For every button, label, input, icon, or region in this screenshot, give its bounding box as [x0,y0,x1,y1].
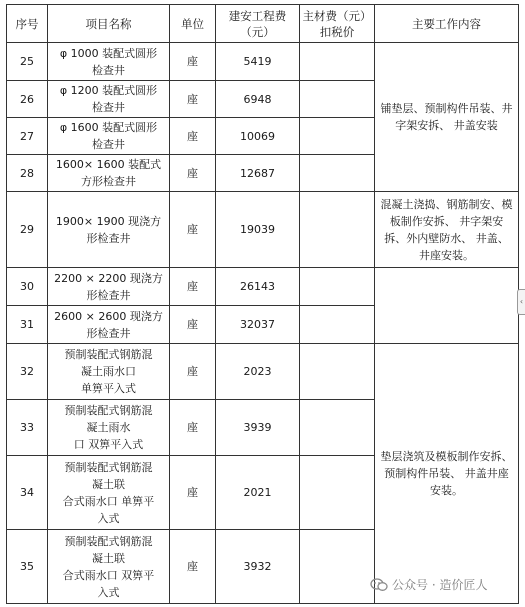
row-name: 预制装配式钢筋混 凝土雨水 口 双箅平入式 [48,400,170,456]
row-cost: 3939 [216,400,300,456]
row-cost: 32037 [216,306,300,344]
row-seq: 33 [7,400,48,456]
watermark-text: 公众号 · 造价匠人 [392,578,488,592]
col-header-name: 项目名称 [48,5,170,43]
row-cost: 12687 [216,155,300,192]
row-unit: 座 [170,268,216,306]
row-material [300,530,375,604]
row-cost: 6948 [216,81,300,118]
row-name: 2200 × 2200 现浇方 形检查井 [48,268,170,306]
row-seq: 28 [7,155,48,192]
row-unit: 座 [170,43,216,81]
cost-table [6,4,519,604]
chevron-left-icon: ‹ [519,297,524,306]
col-header-material: 主材费（元）扣税价 [300,5,375,43]
row-name: 预制装配式钢筋混 凝土联 合式雨水口 单箅平 入式 [48,456,170,530]
row-name: 2600 × 2600 现浇方 形检查井 [48,306,170,344]
row-unit: 座 [170,81,216,118]
row-material [300,43,375,81]
row-unit: 座 [170,530,216,604]
table-row [7,268,519,306]
row-material [300,192,375,268]
work-content-group-3 [375,268,519,344]
row-name: 预制装配式钢筋混 凝土联 合式雨水口 双箅平 入式 [48,530,170,604]
row-unit: 座 [170,155,216,192]
work-content-group-2: 混凝土浇捣、钢筋制安、模板制作安拆、 井字架安拆、外内壁防水、 井盖、 井座安装。 [375,192,519,268]
table-row [7,43,519,81]
col-header-seq: 序号 [7,5,48,43]
row-cost: 2021 [216,456,300,530]
col-header-cost: 建安工程费（元） [216,5,300,43]
side-scroll-tab[interactable] [517,289,525,315]
row-cost: 26143 [216,268,300,306]
row-unit: 座 [170,456,216,530]
row-name: φ 1000 装配式圆形 检查井 [48,43,170,81]
row-unit: 座 [170,192,216,268]
row-seq: 25 [7,43,48,81]
row-material [300,81,375,118]
row-material [300,456,375,530]
work-content-group-4: 垫层浇筑及模板制作安拆、预制构件吊装、 井盖井座安装。 [375,344,519,604]
row-material [300,268,375,306]
row-material [300,344,375,400]
table-header-row [7,5,519,43]
row-seq: 34 [7,456,48,530]
col-header-unit: 单位 [170,5,216,43]
row-material [300,400,375,456]
row-cost: 5419 [216,43,300,81]
row-name: 1600× 1600 装配式 方形检查井 [48,155,170,192]
watermark [370,576,487,593]
row-unit: 座 [170,344,216,400]
row-cost: 2023 [216,344,300,400]
row-unit: 座 [170,306,216,344]
row-material [300,155,375,192]
row-seq: 35 [7,530,48,604]
row-seq: 27 [7,118,48,155]
table-row [7,344,519,400]
row-seq: 26 [7,81,48,118]
row-seq: 30 [7,268,48,306]
row-cost: 19039 [216,192,300,268]
row-name: φ 1200 装配式圆形 检查井 [48,81,170,118]
row-unit: 座 [170,400,216,456]
wechat-official-account-icon [370,578,388,592]
col-header-work: 主要工作内容 [375,5,519,43]
row-unit: 座 [170,118,216,155]
row-material [300,118,375,155]
row-seq: 31 [7,306,48,344]
row-material [300,306,375,344]
row-name: φ 1600 装配式圆形 检查井 [48,118,170,155]
row-seq: 32 [7,344,48,400]
table-row [7,192,519,268]
row-name: 1900× 1900 现浇方 形检查井 [48,192,170,268]
row-cost: 10069 [216,118,300,155]
work-content-group-1: 铺垫层、预制构件吊装、井字架安拆、 井盖安装 [375,43,519,192]
row-seq: 29 [7,192,48,268]
row-name: 预制装配式钢筋混 凝土雨水口 单箅平入式 [48,344,170,400]
row-cost: 3932 [216,530,300,604]
